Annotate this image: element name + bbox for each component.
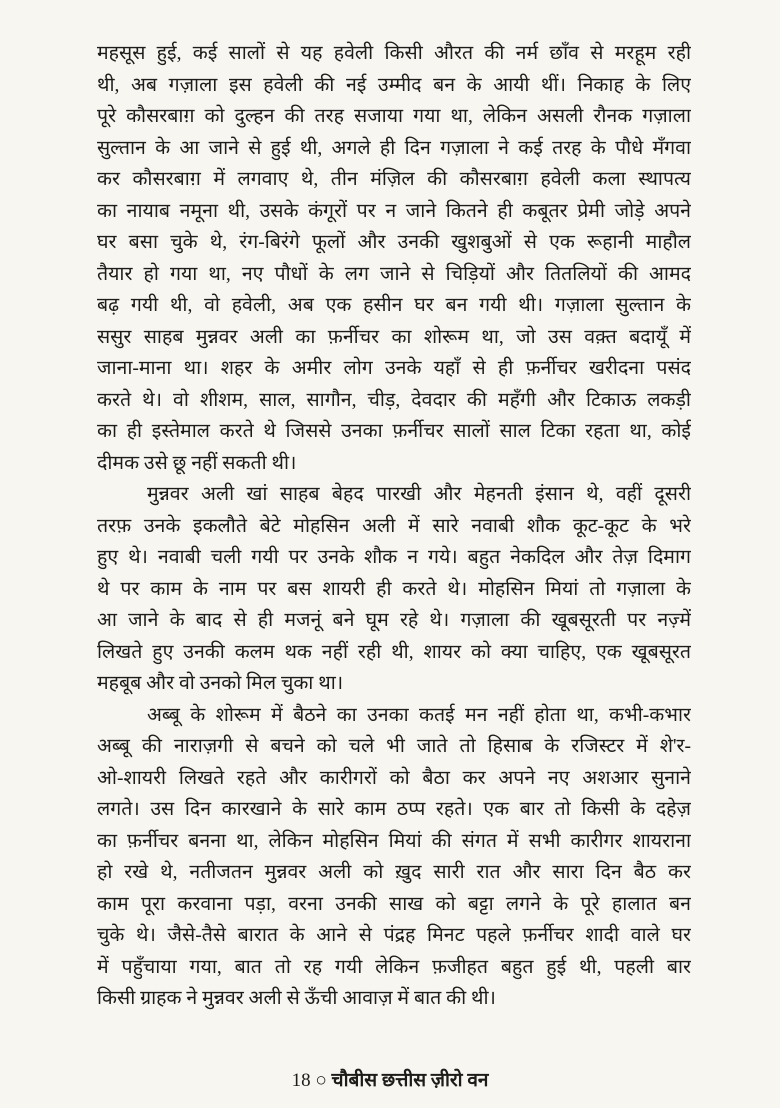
text-line: आ जाने के बाद से ही मजनूं बने घूम रहे थे। गज़ाला की खूबसूरती पर नज़्में [97, 610, 691, 631]
text-line: अब्बू के शोरूम में बैठने का उनका कतई मन नहीं होता था, कभी-कभार [147, 704, 691, 726]
text-line: हो रखे थे, नतीजतन मुन्नवर अली को ख़ुद सारी रात और सारा दिन बैठ कर [97, 862, 691, 883]
page-number: 18 [291, 1070, 311, 1091]
paragraph [97, 38, 691, 479]
text-line: तरफ़ उनके इकलौते बेटे मोहसिन अली में सारे नवाबी शौक कूट-कूट के भरे [97, 515, 691, 537]
text-line: लिखते हुए उनकी कलम थक नहीं रही थी, शायर को क्या चाहिए, एक खूबसूरत [97, 641, 691, 663]
text-line: थी, अब गज़ाला इस हवेली की नई उम्मीद बन के आयी थीं। निकाह के लिए [97, 74, 691, 96]
text-line: का फ़र्नीचर बनना था, लेकिन मोहसिन मियां की संगत में सभी कारीगर शायराना [97, 830, 691, 852]
text-line: कर कौसरबाग़ में लगवाए थे, तीन मंज़िल की कौसरबाग़ हवेली कला स्थापत्य [97, 169, 691, 190]
text-line: अब्बू की नाराज़गी से बचने को चले भी जाते तो हिसाब के रजिस्टर में शे'र- [97, 736, 691, 757]
page-body [97, 38, 691, 1015]
text-line: लगते। उस दिन कारखाने के सारे काम ठप्प रहते। एक बार तो किसी के दहेज़ [97, 799, 691, 820]
text-line: जाना-माना था। शहर के अमीर लोग उनके यहाँ से ही फ़र्नीचर खरीदना पसंद [97, 358, 691, 379]
text-line: बढ़ गयी थी, वो हवेली, अब एक हसीन घर बन गयी थी। गज़ाला सुल्तान के [97, 295, 691, 316]
text-line: काम पूरा करवाना पड़ा, वरना उनकी साख को बट्टा लगने के पूरे हालात बन [97, 893, 691, 915]
text-line: में पहुँचाया गया, बात तो रह गयी लेकिन फ़जीहत बहुत हुई थी, पहली बार [97, 956, 691, 978]
text-line: चुके थे। जैसे-तैसे बारात के आने से पंद्रह मिनट पहले फ़र्नीचर शादी वाले घर [97, 925, 691, 946]
text-line: घर बसा चुके थे, रंग-बिरंगे फूलों और उनकी खुशबुओं से एक रूहानी माहौल [97, 232, 691, 253]
text-line: मुन्नवर अली खां साहब बेहद पारखी और मेहनती इंसान थे, वहीं दूसरी [147, 484, 691, 505]
paragraph [97, 479, 691, 700]
text-line: तैयार हो गया था, नए पौधों के लग जाने से चिड़ियों और तितलियों की आमद [97, 263, 691, 285]
text-line: करते थे। वो शीशम, साल, सागौन, चीड़, देवदार की महँगी और टिकाऊ लकड़ी [97, 389, 691, 411]
text-line: ससुर साहब मुन्नवर अली का फ़र्नीचर का शोरूम था, जो उस वक़्त बदायूँ में [97, 326, 691, 348]
page-footer [0, 1066, 780, 1092]
text-line: ओ-शायरी लिखते रहते और कारीगरों को बैठा कर अपने नए अशआर सुनाने [97, 767, 691, 789]
text-line: किसी ग्राहक ने मुन्नवर अली से ऊँची आवाज़ में बात की थी। [97, 988, 496, 1009]
text-line: महबूब और वो उनको मिल चुका था। [97, 673, 344, 694]
text-line: दीमक उसे छू नहीं सकती थी। [97, 452, 297, 474]
book-title: चौबीस छत्तीस ज़ीरो वन [331, 1070, 489, 1091]
text-line: महसूस हुई, कई सालों से यह हवेली किसी औरत की नर्म छाँव से मरहूम रही [97, 43, 691, 64]
text-line: का ही इस्तेमाल करते थे जिससे उनका फ़र्नीचर सालों साल टिका रहता था, कोई [97, 421, 691, 442]
text-line: पूरे कौसरबाग़ को दुल्हन की तरह सजाया गया था, लेकिन असली रौनक गज़ाला [97, 106, 691, 127]
text-line: सुल्तान के आ जाने से हुई थी, अगले ही दिन गज़ाला ने कई तरह के पौधे मँगवा [97, 137, 691, 159]
text-line: का नायाब नमूना थी, उसके कंगूरों पर न जाने कितने ही कबूतर प्रेमी जोड़े अपने [97, 200, 691, 222]
paragraph [97, 700, 691, 1015]
text-line: हुए थे। नवाबी चली गयी पर उनके शौक न गये। बहुत नेकदिल और तेज़ दिमाग [97, 547, 691, 568]
text-line: थे पर काम के नाम पर बस शायरी ही करते थे। मोहसिन मियां तो गज़ाला के [97, 578, 691, 600]
separator-circle: ○ [315, 1070, 327, 1091]
